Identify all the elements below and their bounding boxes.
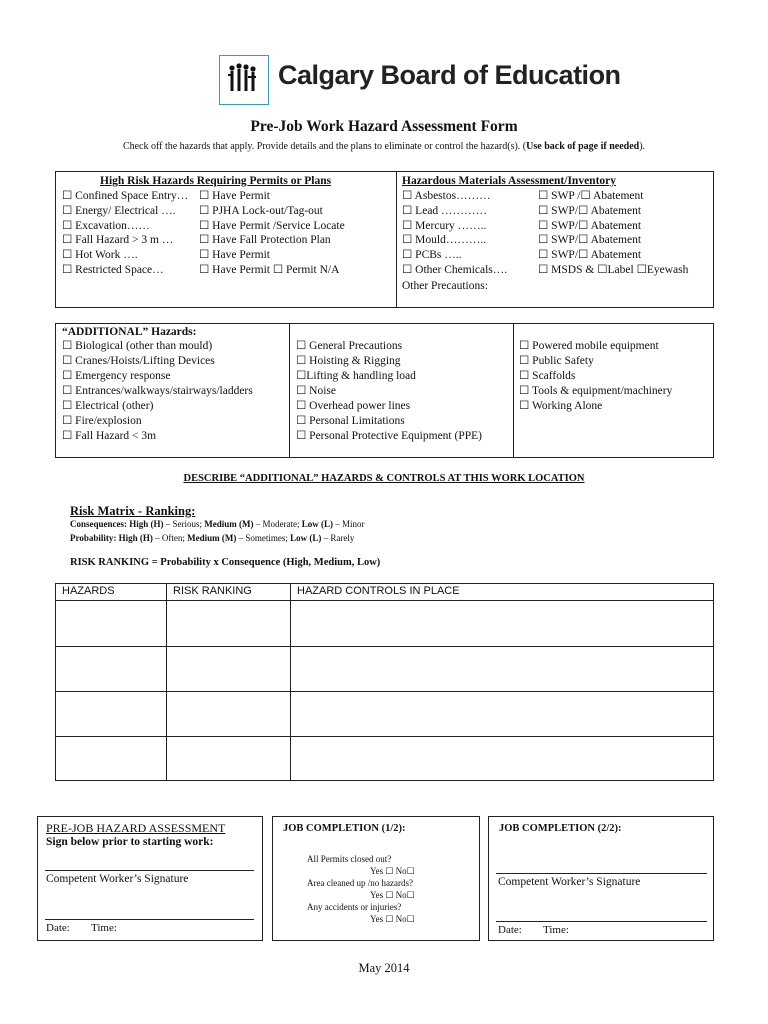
checklist-item[interactable]: ☐ Overhead power lines [296,400,411,412]
hazard-table [55,583,714,781]
table-header-controls: HAZARD CONTROLS IN PLACE [297,585,460,597]
question-permits: All Permits closed out? [307,854,392,864]
yes-no-cleanup[interactable]: Yes ☐ No☐ [370,890,415,900]
signature-label-2: Competent Worker’s Signature [498,876,641,888]
date-label: Date: [46,922,70,934]
checklist-item[interactable]: ☐ Entrances/walkways/stairways/ladders [62,385,253,397]
consequences-line: Consequences: High (H) – Serious; Medium (M) – Moderate; Low (L) – Minor [70,519,365,529]
checklist-item[interactable]: ☐ General Precautions [296,340,403,352]
question-accidents: Any accidents or injuries? [307,902,402,912]
hazard-checklist-box [55,171,714,308]
signature-field-2[interactable] [496,891,707,921]
checklist-item[interactable]: ☐ Mercury …….. [402,219,487,232]
pre-job-signoff-box [37,816,263,941]
checklist-item[interactable]: ☐ SWP/☐ Abatement [538,219,642,232]
describe-heading: DESCRIBE “ADDITIONAL” HAZARDS & CONTROLS AT THIS WORK LOCATION [183,473,585,484]
checklist-item[interactable]: ☐ Personal Limitations [296,415,405,427]
checklist-item[interactable]: ☐ Have Permit [199,190,270,202]
table-row[interactable] [56,601,713,646]
job-completion-2-box [488,816,714,941]
checklist-item[interactable]: ☐ SWP/☐ Abatement [538,249,642,262]
probability-line: Probability: High (H) – Often; Medium (M) – Sometimes; Low (L) – Rarely [70,533,355,543]
checklist-item[interactable]: ☐ SWP/☐ Abatement [538,204,642,217]
checklist-item[interactable]: ☐ Biological (other than mould) [62,340,213,352]
checklist-item[interactable]: ☐ Restricted Space… [62,264,164,276]
completion-1-title: JOB COMPLETION (1/2): [283,823,406,834]
signature-label: Competent Worker’s Signature [46,873,189,885]
table-row[interactable] [56,647,713,691]
checklist-item[interactable]: ☐ Fall Hazard < 3m [62,430,157,442]
hazmat-heading: Hazardous Materials Assessment/Inventory [402,175,617,187]
checklist-item[interactable]: ☐ Powered mobile equipment [519,340,659,352]
pre-job-subtitle: Sign below prior to starting work: [46,836,214,848]
checklist-item[interactable]: ☐ Tools & equipment/machinery [519,385,673,397]
checklist-item[interactable]: ☐Lifting & handling load [296,370,416,382]
checklist-item[interactable]: ☐ PCBs ….. [402,249,462,262]
yes-no-permits[interactable]: Yes ☐ No☐ [370,866,415,876]
other-precautions-label: Other Precautions: [402,280,488,292]
checklist-item[interactable]: ☐ Have Permit ☐ Permit N/A [199,264,340,276]
checklist-item[interactable]: ☐ Emergency response [62,370,171,382]
checklist-item[interactable]: ☐ Noise [296,385,337,397]
checklist-item[interactable]: ☐ Lead ………… [402,204,488,217]
checklist-item[interactable]: ☐ Other Chemicals…. [402,264,508,276]
additional-hazards-box [55,323,714,458]
logo-emblem [219,55,269,105]
checklist-item[interactable]: ☐ Scaffolds [519,370,576,382]
risk-ranking-formula: RISK RANKING = Probability x Consequence (High, Medium, Low) [70,557,381,568]
checklist-item[interactable]: ☐ Personal Protective Equipment (PPE) [296,430,482,442]
checklist-item[interactable]: ☐ Asbestos……… [402,190,491,202]
page-title: Pre-Job Work Hazard Assessment Form [250,118,518,135]
checklist-item[interactable]: ☐ PJHA Lock-out/Tag-out [199,204,323,217]
checklist-item[interactable]: ☐ Fire/explosion [62,415,142,427]
checklist-item[interactable]: ☐ Working Alone [519,400,603,412]
checklist-item[interactable]: ☐ Have Fall Protection Plan [199,234,331,247]
table-row[interactable] [56,737,713,781]
checklist-item[interactable]: ☐ Confined Space Entry… [62,190,189,202]
checklist-item[interactable]: ☐ Hoisting & Rigging [296,355,401,367]
time-label: Time: [91,922,117,934]
question-cleanup: Area cleaned up /no hazards? [307,878,413,888]
job-completion-1-box [272,816,480,941]
instructions: Check off the hazards that apply. Provide details and the plans to eliminate or control the hazard(s). (Use back of page if needed). [122,141,646,152]
checklist-item[interactable]: ☐ Electrical (other) [62,400,154,412]
table-header-risk-ranking: RISK RANKING [173,585,252,597]
checklist-item[interactable]: ☐ Energy/ Electrical …. [62,204,176,217]
table-row[interactable] [56,692,713,736]
checklist-item[interactable]: ☐ Cranes/Hoists/Lifting Devices [62,355,215,367]
completion-2-title: JOB COMPLETION (2/2): [499,823,622,834]
additional-heading: “ADDITIONAL” Hazards: [62,326,197,338]
yes-no-accidents[interactable]: Yes ☐ No☐ [370,914,415,924]
checklist-item[interactable]: ☐ MSDS & ☐Label ☐Eyewash [538,264,689,276]
checklist-item[interactable]: ☐ Excavation…… [62,219,150,232]
logo-text: Calgary Board of Education [278,60,621,90]
checklist-item[interactable]: ☐ Fall Hazard > 3 m … [62,234,174,247]
signature-field[interactable] [45,889,254,919]
checklist-item[interactable]: ☐ Public Safety [519,355,594,367]
date-label-2: Date: [498,924,522,936]
checklist-item[interactable]: ☐ SWP/☐ Abatement [538,234,642,247]
time-label-2: Time: [543,924,569,936]
pre-job-title: PRE-JOB HAZARD ASSESSMENT [46,821,226,835]
risk-matrix-heading: Risk Matrix - Ranking: [70,504,196,518]
checklist-item[interactable]: ☐ Have Permit [199,249,270,262]
table-header-hazards: HAZARDS [62,585,115,597]
footer-date: May 2014 [358,961,410,975]
logo-figures-icon [220,56,267,103]
checklist-item[interactable]: ☐ SWP /☐ Abatement [538,190,644,202]
checklist-item[interactable]: ☐ Have Permit /Service Locate [199,219,345,232]
checklist-item[interactable]: ☐ Mould……….. [402,234,487,247]
checklist-item[interactable]: ☐ Hot Work …. [62,249,138,262]
high-risk-heading: High Risk Hazards Requiring Permits or Plans [100,175,332,187]
